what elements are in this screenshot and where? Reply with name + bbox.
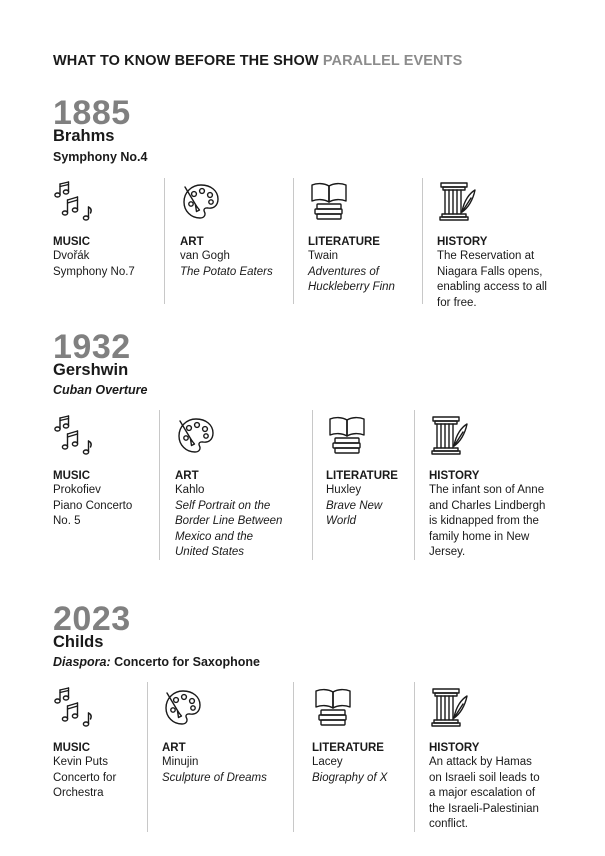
column-line: United States xyxy=(175,546,245,558)
column-music xyxy=(53,686,116,802)
music-notes-icon xyxy=(53,414,95,456)
column-line: conflict. xyxy=(429,818,468,830)
column-literature xyxy=(308,180,395,296)
column-divider xyxy=(293,178,294,304)
column-divider xyxy=(147,682,148,832)
column-line: An attack by Hamas xyxy=(429,756,532,768)
column-quill-icon xyxy=(429,686,471,728)
work-plain: Concerto for Saxophone xyxy=(110,655,260,669)
column-line: Self Portrait on the xyxy=(175,499,271,512)
section-composer: Childs xyxy=(53,633,104,651)
books-stack-icon xyxy=(312,686,354,728)
column-category: ART xyxy=(175,470,199,482)
section-work xyxy=(53,151,147,164)
column-line: Jersey. xyxy=(429,546,466,558)
section-composer: Gershwin xyxy=(53,361,129,379)
section-composer: Brahms xyxy=(53,127,115,145)
column-divider xyxy=(414,410,415,560)
column-line: a major escalation of xyxy=(429,787,536,799)
music-notes-icon xyxy=(53,686,95,728)
column-line: Orchestra xyxy=(53,787,104,799)
column-divider xyxy=(312,410,313,560)
column-line: World xyxy=(326,515,357,527)
column-quill-icon xyxy=(429,414,471,456)
column-art xyxy=(162,686,267,786)
books-stack-icon xyxy=(326,414,368,456)
column-category: ART xyxy=(180,236,204,248)
column-category: MUSIC xyxy=(53,236,91,248)
music-notes-icon xyxy=(53,180,95,222)
section-year: 1885 xyxy=(53,94,131,132)
work-plain: Symphony No.4 xyxy=(53,150,148,164)
column-category: LITERATURE xyxy=(312,742,384,754)
column-divider xyxy=(422,178,423,304)
column-line: Lacey xyxy=(312,756,343,768)
header-title: WHAT TO KNOW BEFORE THE SHOW xyxy=(53,53,319,69)
column-line: Niagara Falls opens, xyxy=(437,265,543,278)
books-stack-icon xyxy=(308,180,350,222)
column-category: HISTORY xyxy=(429,742,480,754)
column-line: Adventures of xyxy=(308,265,379,278)
column-line: Border Line Between xyxy=(175,515,283,527)
column-line: Mexico and the xyxy=(175,530,253,543)
column-line: enabling access to all xyxy=(437,281,547,293)
column-line: Dvořák xyxy=(53,250,90,262)
column-divider xyxy=(414,682,415,832)
column-line: Huckleberry Finn xyxy=(308,281,395,293)
work-italic: Diaspora: xyxy=(53,655,111,669)
header-subtitle: PARALLEL EVENTS xyxy=(322,53,463,69)
column-line: No. 5 xyxy=(53,515,81,527)
column-divider xyxy=(159,410,160,560)
column-literature xyxy=(326,414,398,530)
column-line: The Potato Eaters xyxy=(180,265,273,278)
column-line: Concerto for xyxy=(53,771,117,784)
palette-brush-icon xyxy=(162,686,204,728)
column-line: for free. xyxy=(437,296,477,309)
column-category: HISTORY xyxy=(437,236,488,248)
section-year: 2023 xyxy=(53,600,131,638)
column-line: The Reservation at xyxy=(437,250,535,262)
column-line: the Israeli-Palestinian xyxy=(429,802,539,815)
column-literature xyxy=(312,686,387,786)
section-work xyxy=(53,656,260,669)
column-divider xyxy=(164,178,165,304)
column-category: MUSIC xyxy=(53,470,91,482)
section-year: 1932 xyxy=(53,328,131,366)
column-art xyxy=(175,414,282,561)
column-quill-icon xyxy=(437,180,479,222)
column-line: Sculpture of Dreams xyxy=(162,771,267,784)
column-line: Biography of X xyxy=(312,771,388,784)
column-divider xyxy=(293,682,294,832)
column-line: Huxley xyxy=(326,484,362,496)
column-line: The infant son of Anne xyxy=(429,484,545,496)
column-line: Kevin Puts xyxy=(53,756,108,768)
column-category: LITERATURE xyxy=(326,470,398,482)
palette-brush-icon xyxy=(180,180,222,222)
column-line: van Gogh xyxy=(180,250,230,262)
page-header xyxy=(53,53,462,69)
section-work xyxy=(53,384,147,397)
column-category: HISTORY xyxy=(429,470,480,482)
column-line: and Charles Lindbergh xyxy=(429,499,546,512)
column-line: on Israeli soil leads to xyxy=(429,771,540,784)
column-line: Symphony No.7 xyxy=(53,265,135,278)
column-art xyxy=(180,180,273,280)
work-italic: Cuban Overture xyxy=(53,383,148,397)
column-line: Brave New xyxy=(326,499,383,512)
column-category: LITERATURE xyxy=(308,236,380,248)
column-music xyxy=(53,414,132,530)
column-line: is kidnapped from the xyxy=(429,515,539,527)
column-line: Piano Concerto xyxy=(53,499,133,512)
column-line: Twain xyxy=(308,250,339,262)
column-line: family home in New xyxy=(429,530,530,543)
palette-brush-icon xyxy=(175,414,217,456)
column-category: MUSIC xyxy=(53,742,91,754)
column-history xyxy=(429,686,540,833)
column-line: Prokofiev xyxy=(53,484,101,496)
column-category: ART xyxy=(162,742,186,754)
column-line: Kahlo xyxy=(175,484,205,496)
column-music xyxy=(53,180,135,280)
column-history xyxy=(429,414,545,561)
column-history xyxy=(437,180,547,311)
column-line: Minujin xyxy=(162,756,199,768)
